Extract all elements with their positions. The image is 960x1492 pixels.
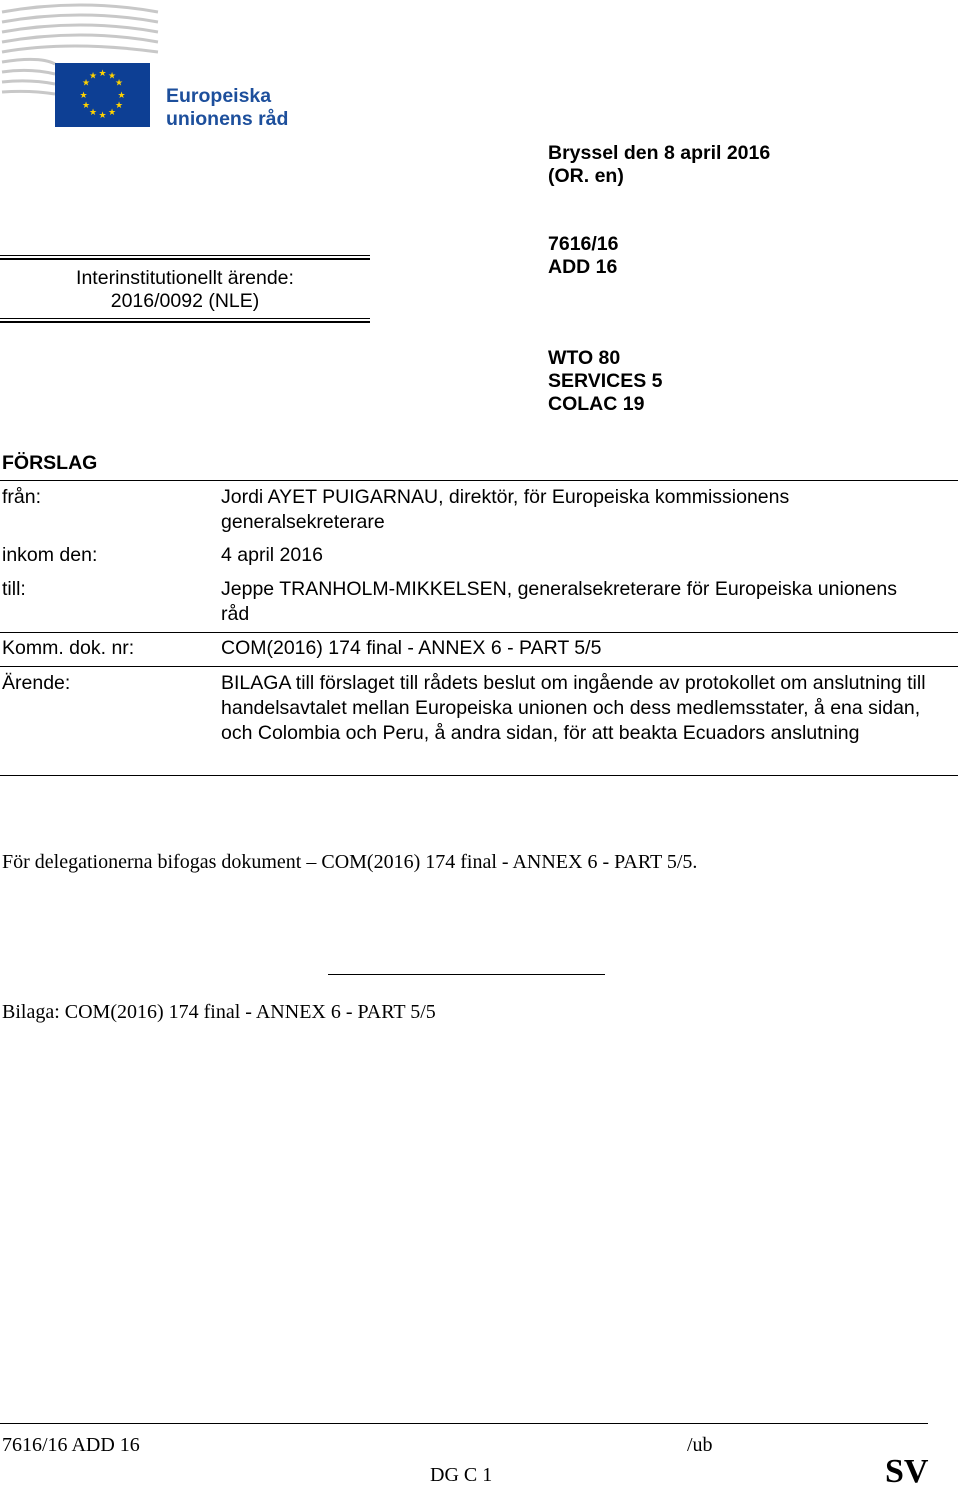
code-item: SERVICES 5 (548, 370, 663, 392)
footer-doc-ref: 7616/16 ADD 16 (2, 1434, 140, 1456)
subject-label: Ärende: (2, 672, 71, 694)
code-item: WTO 80 (548, 347, 621, 369)
case-rule-bottom (0, 318, 370, 323)
place-date: Bryssel den 8 april 2016 (548, 142, 771, 164)
case-block (0, 267, 370, 313)
subject-value: BILAGA till förslaget till rådets beslut om ingående av protokollet om anslutning till handelsavtalet mellan Europeiska unionen och dess medlemsstater, å ena sidan, och Colombia och Peru, å andra sidan, för att beakta Ecuadors anslutning (221, 672, 926, 744)
doc-add: ADD 16 (548, 256, 618, 278)
case-label: Interinstitutionellt ärende: (76, 267, 294, 289)
from-label: från: (2, 486, 42, 508)
received-label: inkom den: (2, 544, 98, 566)
to-value: Jeppe TRANHOLM-MIKKELSEN, generalsekreterare för Europeiska unionens råd (221, 578, 897, 625)
proposal-heading: FÖRSLAG (2, 452, 98, 474)
received-value: 4 april 2016 (221, 544, 323, 566)
svg-text:★: ★ (117, 91, 126, 101)
svg-text:★: ★ (88, 71, 98, 82)
commdoc-rule (0, 666, 958, 667)
from-value: Jordi AYET PUIGARNAU, direktör, för Europeiska kommissionens generalsekreterare (221, 486, 790, 533)
svg-text:★: ★ (98, 111, 107, 121)
logo-line-2: unionens råd (166, 108, 289, 130)
subject-rule (0, 775, 958, 776)
svg-text:★: ★ (88, 108, 98, 118)
case-rule-top (0, 255, 370, 260)
svg-text:★: ★ (114, 101, 124, 111)
footer-initials: /ub (687, 1434, 713, 1456)
separator-rule (328, 974, 605, 975)
footer-rule (0, 1423, 928, 1424)
footer-dg: DG C 1 (430, 1464, 493, 1486)
svg-text:★: ★ (98, 69, 107, 79)
commdoc-value: COM(2016) 174 final - ANNEX 6 - PART 5/5 (221, 637, 602, 659)
doc-number: 7616/16 (548, 233, 619, 255)
to-rule (0, 632, 958, 633)
delegations-text: För delegationerna bifogas dokument – COM(2016) 174 final - ANNEX 6 - PART 5/5. (2, 851, 698, 873)
proposal-rule (0, 480, 958, 481)
to-label: till: (2, 578, 26, 600)
place-date-block (548, 142, 770, 188)
svg-text:★: ★ (81, 78, 91, 89)
footer-language: SV (885, 1453, 929, 1490)
codes-block (548, 347, 663, 416)
svg-text:★: ★ (81, 101, 91, 111)
doc-number-block (548, 233, 619, 279)
logo-line-1: Europeiska (166, 85, 272, 107)
eu-flag-icon (55, 63, 150, 127)
svg-text:★: ★ (114, 78, 124, 89)
code-item: COLAC 19 (548, 393, 645, 415)
original-language: (OR. en) (548, 165, 624, 187)
svg-text:★: ★ (107, 108, 117, 118)
case-number: 2016/0092 (NLE) (110, 290, 260, 312)
svg-text:★: ★ (107, 71, 117, 82)
annex-text: Bilaga: COM(2016) 174 final - ANNEX 6 - PART 5/5 (2, 1001, 436, 1023)
council-logo-text (166, 85, 288, 131)
svg-text:★: ★ (79, 91, 88, 101)
commdoc-label: Komm. dok. nr: (2, 637, 135, 659)
